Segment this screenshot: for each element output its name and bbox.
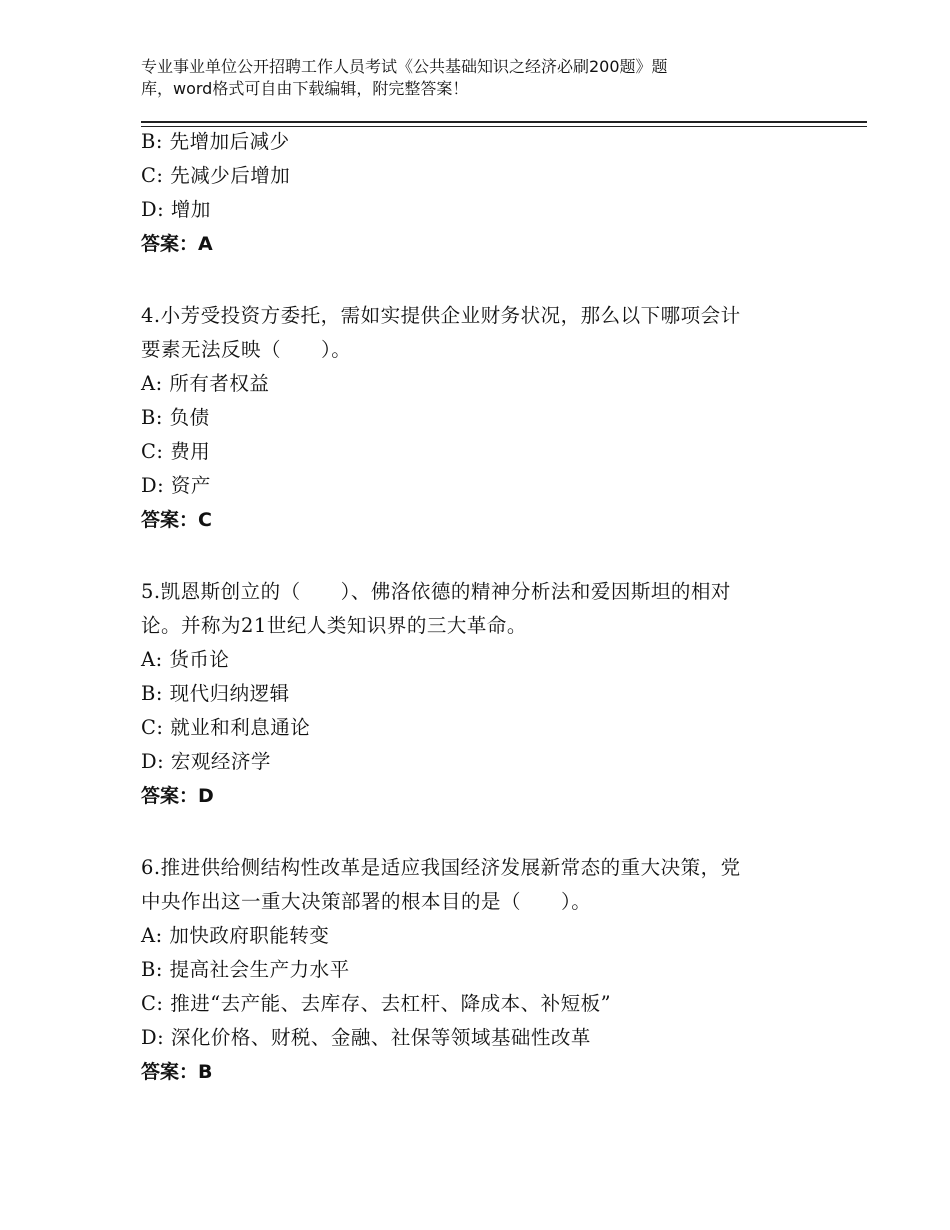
question-text-line-1: 4.小芳受投资方委托，需如实提供企业财务状况，那么以下哪项会计 [141, 304, 741, 327]
option-c: C: 就业和利息通论 [141, 716, 311, 739]
option-c: C: 费用 [141, 440, 211, 463]
document-body [141, 125, 821, 1089]
answer-label: 答案：C [141, 509, 212, 531]
option-a: A: 货币论 [141, 648, 230, 671]
option-b: B: 先增加后减少 [141, 130, 290, 153]
option-d: D: 深化价格、财税、金融、社保等领域基础性改革 [141, 1026, 591, 1049]
question-block-4 [141, 299, 821, 537]
option-c: C: 先减少后增加 [141, 164, 291, 187]
question-text-line-2: 中央作出这一重大决策部署的根本目的是（ ）。 [141, 890, 592, 913]
question-text-line-2: 要素无法反映（ ）。 [141, 338, 352, 361]
question-text-line-2: 论。并称为21世纪人类知识界的三大革命。 [141, 614, 527, 637]
question-block-5 [141, 575, 821, 813]
option-c: C: 推进“去产能、去库存、去杠杆、降成本、补短板” [141, 992, 612, 1015]
option-d: D: 宏观经济学 [141, 750, 271, 773]
option-a: A: 所有者权益 [141, 372, 270, 395]
answer-label: 答案：B [141, 1061, 213, 1083]
option-d: D: 资产 [141, 474, 211, 497]
option-b: B: 现代归纳逻辑 [141, 682, 290, 705]
option-b: B: 提高社会生产力水平 [141, 958, 350, 981]
option-b: B: 负债 [141, 406, 210, 429]
header-line-1: 专业事业单位公开招聘工作人员考试《公共基础知识之经济必刷200题》题 [141, 57, 668, 76]
question-text-line-1: 5.凯恩斯创立的（ ）、佛洛依德的精神分析法和爱因斯坦的相对 [141, 580, 731, 603]
header-rule-thick [141, 121, 867, 123]
question-block-3 [141, 125, 821, 261]
option-d: D: 增加 [141, 198, 211, 221]
answer-label: 答案：A [141, 233, 213, 255]
document-header [141, 56, 781, 100]
question-text-line-1: 6.推进供给侧结构性改革是适应我国经济发展新常态的重大决策，党 [141, 856, 741, 879]
option-a: A: 加快政府职能转变 [141, 924, 330, 947]
header-line-2: 库，word格式可自由下载编辑，附完整答案！ [141, 79, 469, 98]
question-block-6 [141, 851, 821, 1089]
answer-label: 答案：D [141, 785, 214, 807]
